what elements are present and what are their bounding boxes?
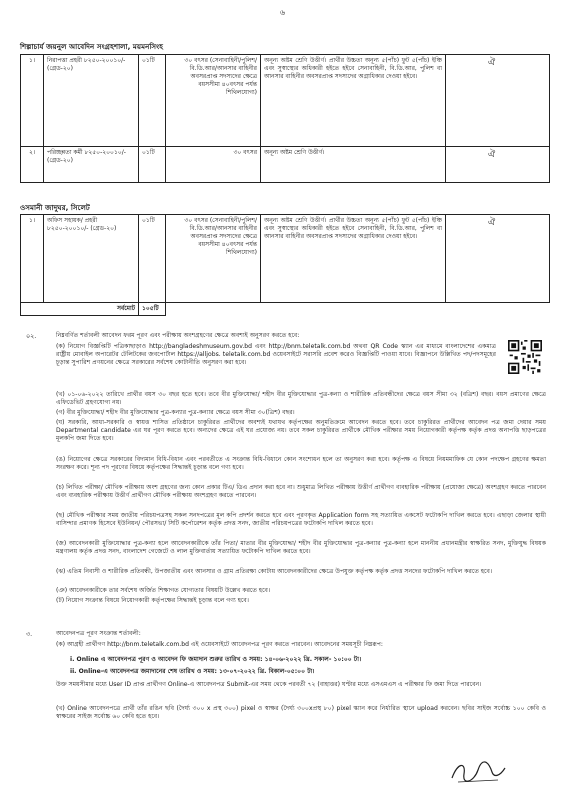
condition-cha: (চ) লিখিত পরীক্ষা/ মৌখিক পরীক্ষায় অংশ গ্রহণের জন্য কোন প্রকার টিএ/ ডিএ প্রদান করা হবে না। শুধুমাত্র লিখিত পরীক্ষায় উত্তীর্ণ প্রার্থীগণ ব্যবহারিক পরীক্ষায় (প্রযোজ্য ক্ষেত্রে) অংশগ্রহণ করতে পারবেন এবং ব্যবহারিক পরীক্ষায় উত্তীর্ণ প্রার্থীগণ মৌখিক পরীক্ষায় অংশগ্রহণ করতে পারবেন। [56,484,546,500]
total-value: ১০৫টি [139,303,166,316]
table-row [21,55,550,147]
page-number: ৬ [279,8,286,17]
application-note: উক্ত সময়সীমার মধ্যে User ID প্রাপ্ত প্রার্থীগণ Online-এ আবেদনপত্র Submit-এর সময় থেকে পরবর্তী ৭২ (বাহাত্তর) ঘণ্টার মধ্যে এসএমএস এ পরীক্ষার ফি জমা দিতে পারবেন। [56,681,482,688]
condition-nya: (ঞ) আবেদনকারীকে তার সর্বশেষ অর্জিত শিক্ষাগত যোগ্যতার বিষয়টি উল্লেখ করতে হবে। [56,587,271,594]
section-heading-zainul: শিল্পাচার্য জয়নুল আবেদিন সংগ্রহশালা, ময়মনসিংহ [20,42,164,51]
condition-ga: (গ) বীর মুক্তিযোদ্ধা/ শহীদ বীর মুক্তিযোদ্ধার পুত্র-কন্যার পুত্র-কন্যার ক্ষেত্রে বয়স সীমা ৩০(ত্রিশ) বছর। [56,409,295,416]
condition-jha: (ঝ) এতিম নিবাসী ও শারীরিক প্রতিবন্ধী, উপজাতীয় এবং আনসার ও গ্রাম প্রতিরক্ষা কোটায় আবেদনকারীদের ক্ষেত্রে উপযুক্ত কর্তৃপক্ষ কর্তৃক প্রদত্ত সনদের ফটোকপি দাখিল করতে হবে। [56,568,493,575]
qualification-cell: অনূন্য অষ্টম শ্রেণি উত্তীর্ণ। [261,147,446,183]
total-blank [166,303,550,316]
ditto-mark: ঐ [488,150,496,160]
serial-cell: ১। [21,55,44,147]
ditto-cell [446,55,550,147]
post-cell: নিরাপত্তা প্রহরী ৮২৫০-২০০১০/- (গ্রেড-২০) [44,55,139,147]
section-number-02: ০২. [26,332,37,340]
application-ka: (ক) আগ্রহী প্রার্থীগণ http://bnm.teletalk.com.bd এই ওয়েবসাইটে আবেদনপত্র পূরণ করতে পারবেন। আবেদনের সময়সূচী নিম্নরূপ: [56,641,383,648]
count-cell: ০১টি [139,147,166,183]
qr-code-icon[interactable] [508,340,542,374]
ditto-mark: ঐ [488,58,496,68]
count-cell: ০১টি [139,55,166,147]
table-row [21,215,550,303]
application-kha: (খ) Online আবেদনপত্রে প্রার্থী তাঁর রঙিন ছবি (দৈর্ঘ্য ৩০০ x প্রস্থ ৩০০) pixel ও স্বাক্ষর (দৈর্ঘ্য ৩০০xপ্রস্থ ৮০) pixel স্ক্যান করে নির্ধারিত স্থানে upload করবেন। ছবির সাইজ সর্বোচ্চ ১০০ কেবি ও স্বাক্ষরের সাইজ সর্বোচ্চ ৬০ কেবি হতে হবে। [56,705,546,721]
section-number-03: ৩. [26,630,33,638]
qualification-cell: অনূন্য অষ্টম শ্রেণি উত্তীর্ণ। প্রার্থীর উচ্চতা অনূন্য ৫(পাঁচ) ফুট ৫(পাঁচ) ইঞ্চি এবং সুস্বাস্থ্যের অধিকারী হইতে হইবে সেনাবাহিনী, বি.ডি.আর, পুলিশ বা আনসার বাহিনীর অবসরপ্রাপ্ত সদস্যদের অগ্রাধিকার দেওয়া হইবে। [261,215,446,303]
condition-ta: (ট) নিয়োগ সংক্রান্ত বিষয়ে নিয়োগকারী কর্তৃপক্ষের সিদ্ধান্তই চূড়ান্ত বলে গণ্য হবে। [56,597,249,604]
age-cell: ৩০ বৎসর [166,147,261,183]
jobs-table-osmani [20,214,550,316]
condition-kha: (খ) ০১-০৬-২০২২ তারিখে প্রার্থীর বয়স ৩০ বছর হতে হবে। তবে বীর মুক্তিযোদ্ধা/ শহীদ বীর মুক্তিযোদ্ধার পুত্র-কন্যা ও শারীরিক প্রতিবন্ধীদের ক্ষেত্রে বয়স সীমা ৩২ (বত্রিশ) বছর। বয়স প্রমাণের ক্ষেত্রে এফিডেভিট গ্রহণযোগ্য নয়। [56,391,546,407]
qualification-cell: অনূন্য অষ্টম শ্রেণি উত্তীর্ণ। প্রার্থীর উচ্চতা অনূন্য ৫(পাঁচ) ফুট ৫(পাঁচ) ইঞ্চি এবং সুস্বাস্থ্যের অধিকারী হইতে হইবে সেনাবাহিনী, বি.ডি.আর, পুলিশ বা আনসার বাহিনীর অবসরপ্রাপ্ত সদস্যদের অগ্রাধিকার দেওয়া হইবে। [261,55,446,147]
jobs-table-zainul [20,54,550,183]
schedule-end: ii. Online-এ আবেদনপত্র জমাদানের শেষ তারিখ ও সময়: ১৩-০৭-২০২২ খ্রি. বিকাল-০৫:০০ টা। [70,668,315,675]
schedule-start: i. Online এ আবেদনপত্র পূরণ ও আবেদন ফি জমাদান শুরুর তারিখ ও সময়: ১৪-০৬-২০২২ খ্রি. সকাল- ১০:০০ টা। [70,656,362,663]
age-cell: ৩০ বৎসর (সেনাবাহিনী/পুলিশ/ বি.ডি.আর/আনসার বাহিনীর অবসরপ্রাপ্ত সদস্যদের ক্ষেত্রে বয়সসীমা ৪০বৎসর পর্যন্ত শিথিলযোগ্য) [166,215,261,303]
condition-chha: (ছ) মৌখিক পরীক্ষার সময় জাতীয় পরিচয়পত্রসহ সকল সনদপত্রের মূল কপি প্রদর্শন করতে হবে এবং পূরণকৃত Application form সহ সত্যায়িত একসেট ফটোকপি দাখিল করতে হবে। এছাড়া জেলার স্থায়ী বাসিন্দার প্রমাণক হিসেবে ইউনিয়ন/ পৌরসভা/ সিটি কর্পোরেশন কর্তৃক প্রদত্ত সনদ, জাতীয় পরিচয়পত্রের ফটোকপি দাখিল করতে হবে। [56,512,546,528]
ditto-mark: ঐ [488,218,496,228]
condition-gha: (ঘ) সরকারি, আধা-সরকারি ও স্বায়ত্ত শাসিত প্রতিষ্ঠানে চাকুরিরত প্রার্থীদের অবশ্যই যথাযথ কর্তৃপক্ষের অনুমতিক্রমে আবেদন করতে হবে। তবে চাকুরিরত প্রার্থীদের আবেদন পত্র জমা দেয়ার সময় Departmental candidate এর ঘর পূরণ করতে হবে। অন্যদের ক্ষেত্রে এই ঘর প্রযোজ্য নয়। তবে সকল চাকুরিরত প্রার্থীকে মৌখিক পরীক্ষার সময় নিয়োগকারী কর্তৃপক্ষ কর্তৃক প্রদত্ত অনাপত্তি ছাড়পত্রের মূলকপি জমা দিতে হবে। [56,419,546,443]
application-intro: আবেদনপত্র পূরণ সংক্রান্ত শর্তাবলী: [56,630,141,637]
total-row [21,303,550,316]
condition-ja: (জ) আবেদনকারী মুক্তিযোদ্ধার পুত্র-কন্যা হলে আবেদনকারীকে তাঁর পিতা/ মাতার বীর মুক্তিযোদ্ধা/ শহীদ বীর মুক্তিযোদ্ধার পুত্র-কন্যার পুত্র-কন্যা হলে মাননীয় প্রধানমন্ত্রীর স্বাক্ষরিত সনদ, মুক্তিযুদ্ধ বিষয়ক মন্ত্রণালয় কর্তৃক প্রদত্ত সনদ, বাংলাদেশ গেজেটে ও লাল মুক্তিবার্তায় সত্যায়িত ফটোকপি দাখিল করতে হবে। [56,540,546,556]
post-cell: অফিস সহায়ক/ প্রহরী ৮২৫০-২০০১০/- (গ্রেড-২০) [44,215,139,303]
ditto-cell [446,215,550,303]
count-cell: ০১টি [139,215,166,303]
age-cell: ৩০ বৎসর (সেনাবাহিনী/পুলিশ/ বি.ডি.আর/আনসার বাহিনীর অবসরপ্রাপ্ত সদস্যদের ক্ষেত্রে বয়সসীমা ৪০বৎসর পর্যন্ত শিথিলযোগ্য) [166,55,261,147]
signature-icon [448,756,508,786]
serial-cell: ২। [21,147,44,183]
conditions-intro: নিম্নবর্ণিত শর্তাবলী আবেদন ফরম পূরণ এবং পরীক্ষায় অংশগ্রহণের ক্ষেত্রে অবশ্যই অনুসরণ করতে হবে: [56,332,300,339]
table-row [21,147,550,183]
ditto-cell [446,147,550,183]
serial-cell: ১। [21,215,44,303]
post-cell: পরিচ্ছন্নতা কর্মী ৮২৫০-২০০১০/- (গ্রেড-২০) [44,147,139,183]
condition-uma: (ঙ) নিয়োগের ক্ষেত্রে সরকারের বিদ্যমান বিধি-বিধান এবং পরবর্তীতে এ সংক্রান্ত বিধি-বিধানে কোন সংশোধন হলে তা অনুসরণ করা হবে। কর্তৃপক্ষ এ বিষয়ে নিয়মমাফিক যে কোন পদক্ষেপ গ্রহণের ক্ষমতা সংরক্ষণ করে। শূন্য পদ পূরণের বিষয়ে কর্তৃপক্ষের সিদ্ধান্তই চূড়ান্ত বলে গণ্য হবে। [56,456,546,472]
section-heading-osmani: ওসমানী জাদুঘর, সিলেট [20,203,90,212]
total-label: সর্বমোট [21,303,139,316]
condition-ka: (ক) নিয়োগ বিজ্ঞপ্তিটি পত্রিকাছাড়াও http://bangladeshmuseum.gov.bd এবং http://bnm.teletalk.com.bd অথবা QR Code স্ক্যান এর মাধ্যমে বাংলাদেশের একমাত্র রাষ্ট্রীয় মোবাইল অপারেটর টেলিটকের জবপোর্টাল https://alljobs. teletalk.com.bd ওয়েবসাইটে সরাসরি প্রবেশ করেও বিজ্ঞপ্তিটি পাওয়া যাবে। বিজ্ঞাপনে উল্লিখিত পদ/পদসমূহের চূড়ান্ত সুপারিশ প্রণয়নের ক্ষেত্রে সরকারের সর্বশেষ কোটানীতি অনুসরণ করা হবে। [56,343,496,367]
